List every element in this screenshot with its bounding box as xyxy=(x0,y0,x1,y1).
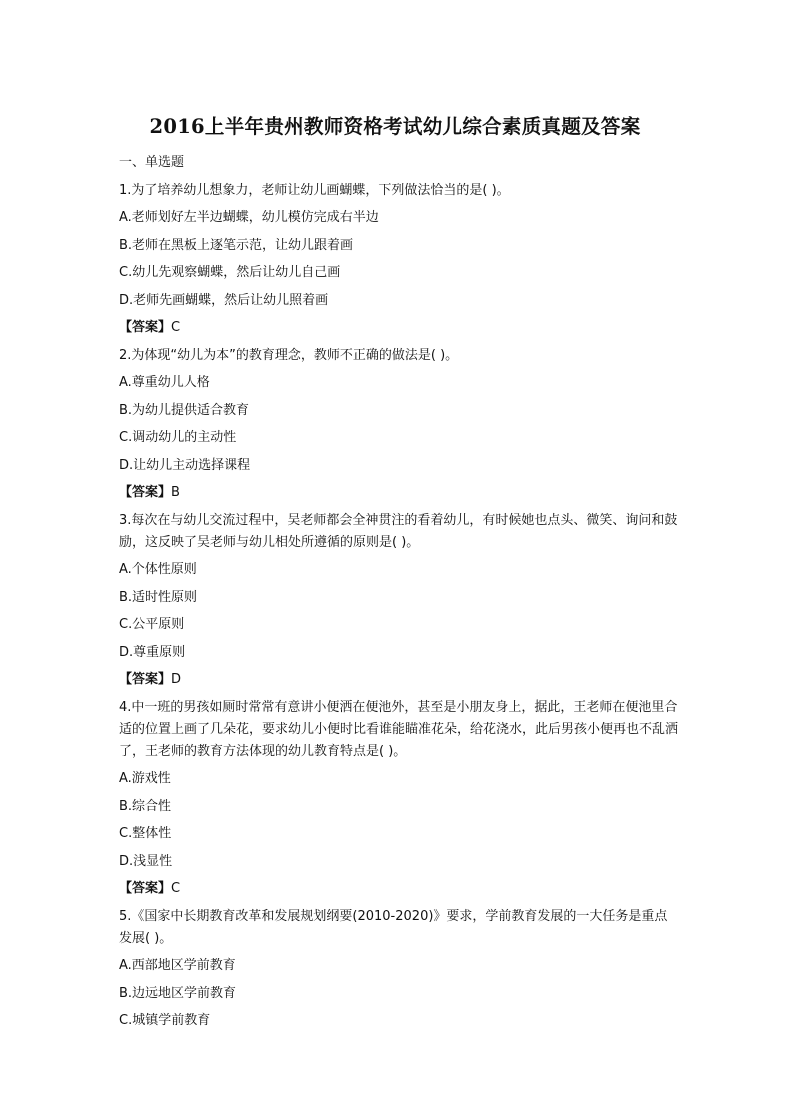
question-option: A.西部地区学前教育 xyxy=(119,958,236,973)
question-option: C.城镇学前教育 xyxy=(119,1013,211,1028)
question-option: A.老师划好左半边蝴蝶，幼儿模仿完成右半边 xyxy=(119,210,379,225)
question-option: B.综合性 xyxy=(119,798,172,814)
document-title: 2016上半年贵州教师资格考试幼儿综合素质真题及答案 xyxy=(149,115,641,138)
answer-label: 【答案】 xyxy=(119,881,172,896)
question-option: C.公平原则 xyxy=(119,617,185,632)
question-option: D.老师先画蝴蝶，然后让幼儿照着画 xyxy=(119,292,329,308)
answer-value: C xyxy=(171,320,181,335)
question-option: A.尊重幼儿人格 xyxy=(119,375,210,390)
answer-line xyxy=(119,875,679,903)
question-stem: 4.中一班的男孩如厕时常常有意讲小便洒在便池外，甚至是小朋友身上，据此，王老师在便池里合适的位置上画了几朵花，要求幼儿小便时比看谁能瞄准花朵，给花浇水，此后男孩小便再也不乱洒了，王老师的教育方法体现的幼儿教育特点是( )。 xyxy=(119,699,679,759)
question-option: C.整体性 xyxy=(119,826,172,841)
question-option: C.幼儿先观察蝴蝶，然后让幼儿自己画 xyxy=(119,265,341,280)
answer-value: B xyxy=(171,485,180,500)
question-stem: 3.每次在与幼儿交流过程中，吴老师都会全神贯注的看着幼儿，有时候她也点头、微笑、询问和鼓励，这反映了吴老师与幼儿相处所遵循的原则是( )。 xyxy=(119,512,678,550)
answer-label: 【答案】 xyxy=(119,672,172,687)
document-body xyxy=(119,149,679,1035)
question-option: D.浅显性 xyxy=(119,853,173,869)
question-stem: 5.《国家中长期教育改革和发展规划纲要(2010-2020)》要求，学前教育发展的一大任务是重点发展( )。 xyxy=(119,908,668,946)
question-option: A.个体性原则 xyxy=(119,562,197,577)
answer-label: 【答案】 xyxy=(119,320,172,335)
answer-value: C xyxy=(171,881,181,896)
question-option: B.为幼儿提供适合教育 xyxy=(119,402,250,418)
answer-line xyxy=(119,314,679,342)
question-option: A.游戏性 xyxy=(119,771,171,786)
question-option: B.边远地区学前教育 xyxy=(119,985,237,1001)
question-option: D.让幼儿主动选择课程 xyxy=(119,457,251,473)
question-option: B.老师在黑板上逐笔示范，让幼儿跟着画 xyxy=(119,237,354,253)
section-heading: 一、单选题 xyxy=(119,155,185,170)
question-stem: 1.为了培养幼儿想象力，老师让幼儿画蝴蝶，下列做法恰当的是( )。 xyxy=(119,182,510,198)
question-stem: 2.为体现“幼儿为本”的教育理念，教师不正确的做法是( )。 xyxy=(119,347,459,363)
answer-line xyxy=(119,479,679,507)
answer-line xyxy=(119,666,679,694)
answer-label: 【答案】 xyxy=(119,485,172,500)
question-option: D.尊重原则 xyxy=(119,644,186,660)
question-option: C.调动幼儿的主动性 xyxy=(119,430,237,445)
question-option: B.适时性原则 xyxy=(119,589,198,605)
answer-value: D xyxy=(171,672,182,687)
